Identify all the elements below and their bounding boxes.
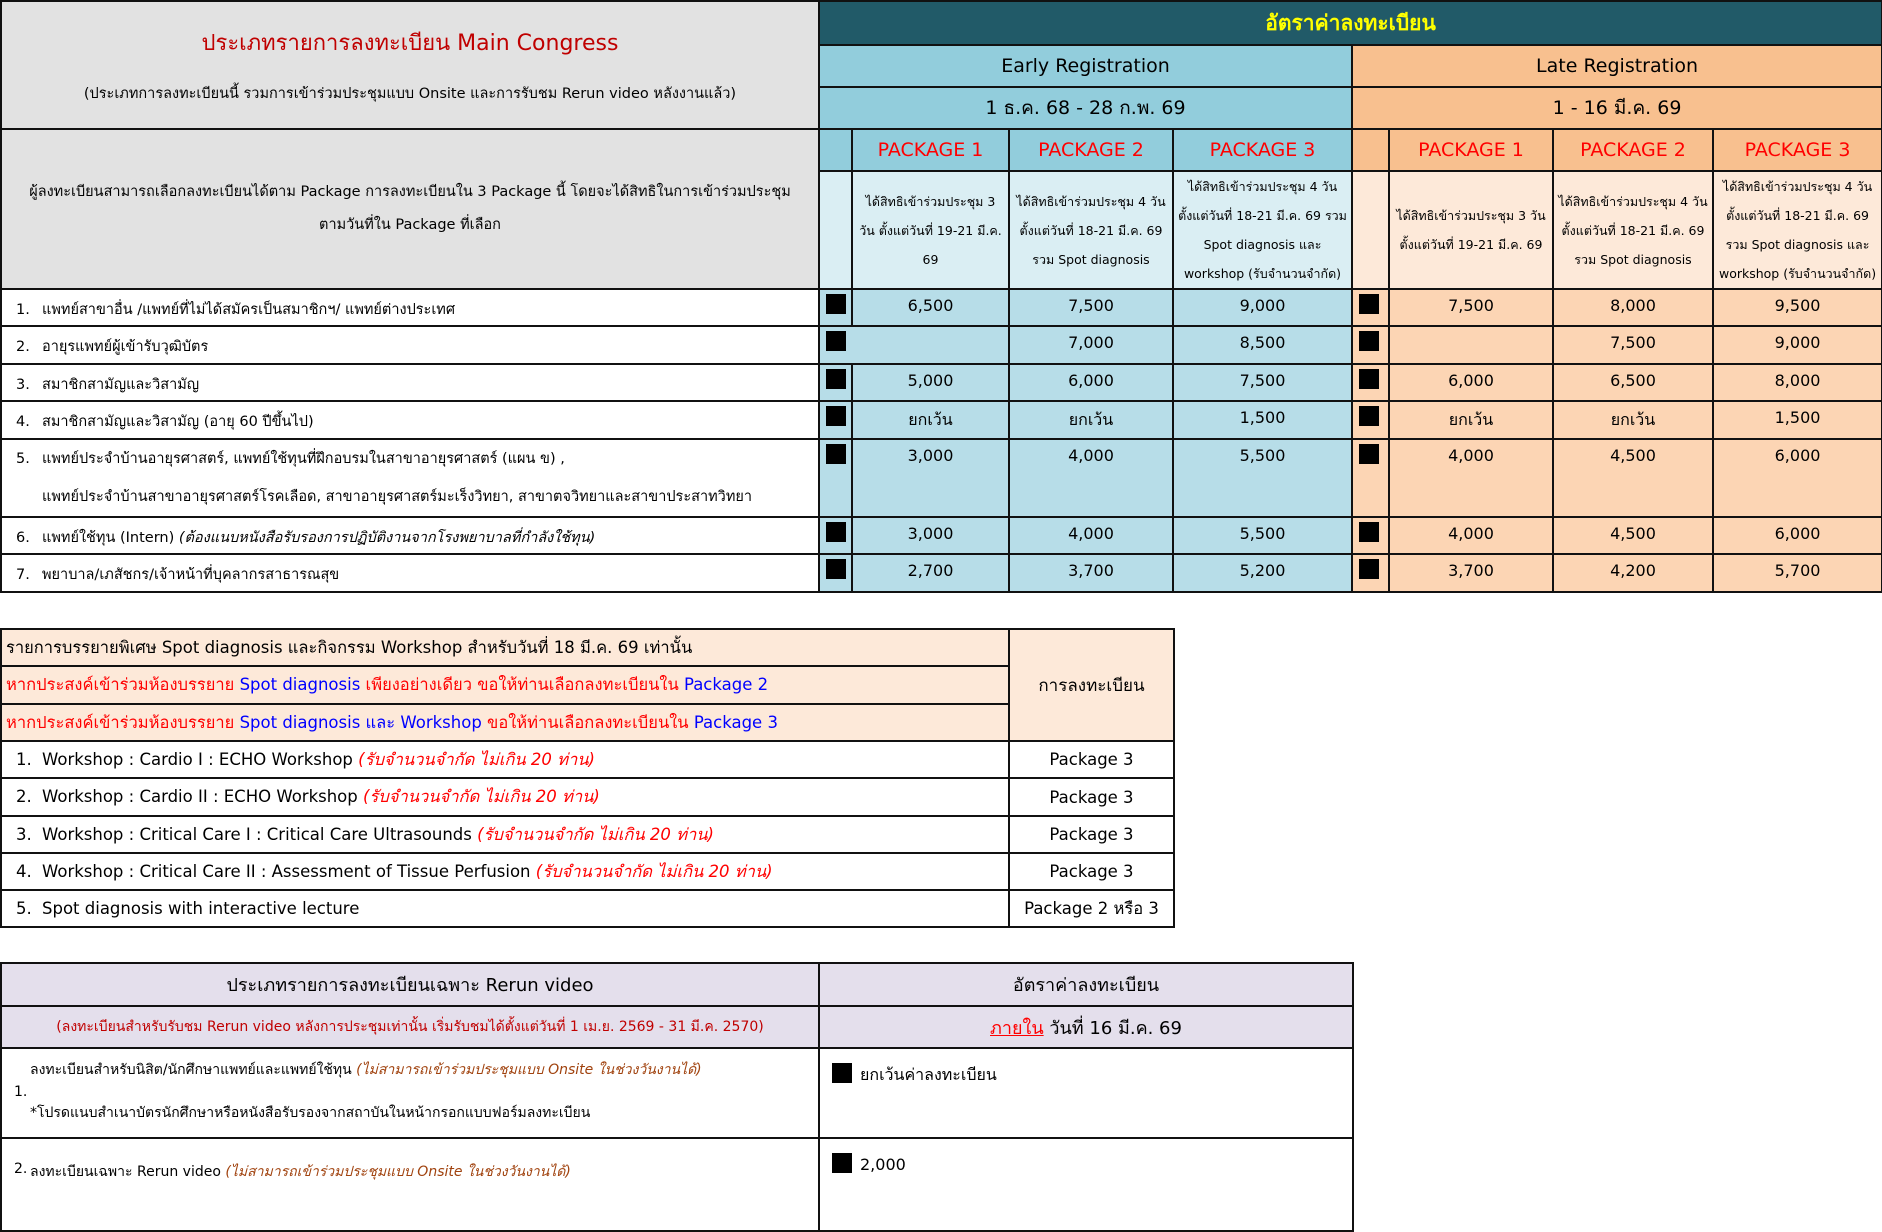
early-p3-price: 5,500 [1173, 439, 1352, 517]
checkbox-square-icon [826, 522, 846, 542]
late-package-2-desc: ได้สิทธิเข้าร่วมประชุม 4 วัน ตั้งแต่วันที่ 18-21 มี.ค. 69 รวม Spot diagnosis [1553, 171, 1713, 289]
early-p3-price: 1,500 [1173, 401, 1352, 439]
early-select-checkbox[interactable] [819, 364, 852, 401]
checkbox-square-icon [832, 1063, 852, 1083]
early-p1-price: 3,000 [852, 517, 1009, 554]
early-p3-price: 9,000 [1173, 289, 1352, 326]
rerun-video-table [0, 962, 1354, 1232]
rerun-rate-header: อัตราค่าลงทะเบียน [819, 963, 1353, 1006]
late-p2-price: 4,500 [1553, 517, 1713, 554]
early-checkbox-header [819, 129, 852, 171]
category-label: 1. แพทย์สาขาอื่น /แพทย์ที่ไม่ได้สมัครเป็นสมาชิกฯ/ แพทย์ต่างประเทศ [1, 289, 819, 326]
package-intro-line2: ตามวันที่ใน Package ที่เลือก [319, 217, 501, 233]
list-item [1, 890, 1174, 927]
main-congress-title: ประเภทรายการลงทะเบียน Main Congress [201, 31, 619, 56]
rerun-row-label: 1. ลงทะเบียนสำหรับนิสิต/นักศึกษาแพทย์และแพทย์ใช้ทุน (ไม่สามารถเข้าร่วมประชุมแบบ Onsite ในช่วงวันงานได้) *โปรดแนบสำเนาบัตรนักศึกษาหรือหนังสือรับรองจากสถาบันในหน้ากรอกแบบฟอร์มลงทะเบียน [1, 1048, 819, 1138]
late-package-1-desc: ได้สิทธิเข้าร่วมประชุม 3 วัน ตั้งแต่วันที่ 19-21 มี.ค. 69 [1389, 171, 1553, 289]
late-select-checkbox[interactable] [1352, 364, 1389, 401]
late-p3-price: 5,700 [1713, 554, 1882, 592]
late-registration-label: Late Registration [1352, 45, 1882, 87]
early-p2-price: 7,000 [1009, 326, 1173, 364]
late-p3-price: 9,000 [1713, 326, 1882, 364]
package-intro-line1: ผู้ลงทะเบียนสามารถเลือกลงทะเบียนได้ตาม Package การลงทะเบียนใน 3 Package นี้ โดยจะได้สิทธิในการเข้าร่วมประชุม [29, 184, 791, 200]
table-row [1, 326, 1882, 364]
rerun-row-label: 2. ลงทะเบียนเฉพาะ Rerun video (ไม่สามารถเข้าร่วมประชุมแบบ Onsite ในช่วงวันงานได้) [1, 1138, 819, 1231]
rerun-deadline: ภายใน วันที่ 16 มี.ค. 69 [819, 1006, 1353, 1048]
late-p2-price: 8,000 [1553, 289, 1713, 326]
main-congress-table [0, 0, 1882, 593]
late-p2-price: 7,500 [1553, 326, 1713, 364]
package-intro [1, 129, 819, 289]
early-registration-label: Early Registration [819, 45, 1352, 87]
late-p2-price: ยกเว้น [1553, 401, 1713, 439]
table-row [1, 1048, 1353, 1138]
early-p3-price: 8,500 [1173, 326, 1352, 364]
early-p2-price: 3,700 [1009, 554, 1173, 592]
spot-diagnosis-item-label: 5. Spot diagnosis with interactive lecture [1, 890, 1009, 927]
registration-column-label: การลงทะเบียน [1009, 629, 1174, 741]
early-p3-price: 5,500 [1173, 517, 1352, 554]
early-select-checkbox[interactable] [819, 439, 852, 517]
early-p1-price: 3,000 [852, 439, 1009, 517]
late-select-checkbox[interactable] [1352, 289, 1389, 326]
early-package-3-header: PACKAGE 3 [1173, 129, 1352, 171]
late-package-1-header: PACKAGE 1 [1389, 129, 1553, 171]
early-p2-price: 7,500 [1009, 289, 1173, 326]
list-item [1, 853, 1174, 890]
early-p1-price: 5,000 [852, 364, 1009, 401]
rerun-rate-option[interactable]: ยกเว้นค่าลงทะเบียน [819, 1048, 1353, 1138]
late-p2-price: 6,500 [1553, 364, 1713, 401]
late-p3-price: 6,000 [1713, 439, 1882, 517]
late-p1-price: 3,700 [1389, 554, 1553, 592]
late-select-checkbox[interactable] [1352, 554, 1389, 592]
main-congress-subtitle: (ประเภทการลงทะเบียนนี้ รวมการเข้าร่วมประชุมแบบ Onsite และการรับชม Rerun video หลังงานแล้ว) [83, 86, 737, 102]
late-p2-price: 4,500 [1553, 439, 1713, 517]
early-select-checkbox[interactable] [819, 326, 1009, 364]
checkbox-square-icon [1359, 406, 1379, 426]
late-p1-price: 6,000 [1389, 364, 1553, 401]
checkbox-square-icon [826, 369, 846, 389]
checkbox-square-icon [826, 444, 846, 464]
early-package-2-header: PACKAGE 2 [1009, 129, 1173, 171]
late-p1-price [1389, 326, 1553, 364]
early-p3-price: 5,200 [1173, 554, 1352, 592]
checkbox-square-icon [826, 294, 846, 314]
early-package-2-desc: ได้สิทธิเข้าร่วมประชุม 4 วัน ตั้งแต่วันที่ 18-21 มี.ค. 69 รวม Spot diagnosis [1009, 171, 1173, 289]
early-registration-dates: 1 ธ.ค. 68 - 28 ก.พ. 69 [819, 87, 1352, 129]
checkbox-square-icon [832, 1153, 852, 1173]
category-label: 5. แพทย์ประจำบ้านอายุรศาสตร์, แพทย์ใช้ทุนที่ฝึกอบรมในสาขาอายุรศาสตร์ (แผน ข) , แพทย์ประจำบ้านสาขาอายุรศาสตร์โรคเลือด, สาขาอายุรศาสตร์มะเร็งวิทยา, สาขาตจวิทยาและสาขาประสาทวิทยา [1, 439, 819, 517]
early-select-checkbox[interactable] [819, 554, 852, 592]
table-row [1, 1138, 1353, 1231]
late-p1-price: 7,500 [1389, 289, 1553, 326]
checkbox-square-icon [826, 331, 846, 351]
early-select-checkbox[interactable] [819, 517, 852, 554]
early-package-1-desc: ได้สิทธิเข้าร่วมประชุม 3 วัน ตั้งแต่วันที่ 19-21 มี.ค. 69 [852, 171, 1009, 289]
category-label: 7. พยาบาล/เภสัชกร/เจ้าหน้าที่บุคลากรสาธารณสุข [1, 554, 819, 592]
checkbox-square-icon [1359, 444, 1379, 464]
late-package-3-desc: ได้สิทธิเข้าร่วมประชุม 4 วัน ตั้งแต่วันที่ 18-21 มี.ค. 69 รวม Spot diagnosis และ workshop (รับจำนวนจำกัด) [1713, 171, 1882, 289]
late-p3-price: 6,000 [1713, 517, 1882, 554]
rate-header: อัตราค่าลงทะเบียน [819, 1, 1882, 45]
early-checkbox-desc [819, 171, 852, 289]
checkbox-square-icon [1359, 369, 1379, 389]
workshop-item-package: Package 3 [1009, 778, 1174, 816]
workshop-item-label: 3. Workshop : Critical Care I : Critical Care Ultrasounds (รับจำนวนจำกัด ไม่เกิน 20 ท่าน) [1, 816, 1009, 853]
late-p3-price: 1,500 [1713, 401, 1882, 439]
late-package-3-header: PACKAGE 3 [1713, 129, 1882, 171]
checkbox-square-icon [826, 406, 846, 426]
special-note-package-2: หากประสงค์เข้าร่วมห้องบรรยาย Spot diagnosis เพียงอย่างเดียว ขอให้ท่านเลือกลงทะเบียนใน Package 2 [1, 666, 1009, 704]
early-p2-price: 4,000 [1009, 439, 1173, 517]
table-row [1, 517, 1882, 554]
late-select-checkbox[interactable] [1352, 326, 1389, 364]
table-row [1, 364, 1882, 401]
early-select-checkbox[interactable] [819, 401, 852, 439]
late-p1-price: ยกเว้น [1389, 401, 1553, 439]
category-label: 6. แพทย์ใช้ทุน (Intern) (ต้องแนบหนังสือรับรองการปฏิบัติงานจากโรงพยาบาลที่กำลังใช้ทุน) [1, 517, 819, 554]
workshop-item-package: Package 3 [1009, 816, 1174, 853]
early-package-1-header: PACKAGE 1 [852, 129, 1009, 171]
late-package-2-header: PACKAGE 2 [1553, 129, 1713, 171]
category-label: 2. อายุรแพทย์ผู้เข้ารับวุฒิบัตร [1, 326, 819, 364]
list-item [1, 778, 1174, 816]
workshop-item-label: 4. Workshop : Critical Care II : Assessment of Tissue Perfusion (รับจำนวนจำกัด ไม่เกิน 20 ท่าน) [1, 853, 1009, 890]
table-row [1, 289, 1882, 326]
rerun-rate-option[interactable]: 2,000 [819, 1138, 1353, 1231]
early-p2-price: 4,000 [1009, 517, 1173, 554]
spot-diagnosis-item-package: Package 2 หรือ 3 [1009, 890, 1174, 927]
early-select-checkbox[interactable] [819, 289, 852, 326]
checkbox-square-icon [1359, 522, 1379, 542]
early-p1-price: ยกเว้น [852, 401, 1009, 439]
checkbox-square-icon [826, 559, 846, 579]
late-p2-price: 4,200 [1553, 554, 1713, 592]
table-row [1, 401, 1882, 439]
main-congress-title-cell [1, 1, 819, 129]
category-label: 3. สมาชิกสามัญและวิสามัญ [1, 364, 819, 401]
workshop-item-label: 2. Workshop : Cardio II : ECHO Workshop (รับจำนวนจำกัด ไม่เกิน 20 ท่าน) [1, 778, 1009, 816]
late-checkbox-desc [1352, 171, 1389, 289]
early-p2-price: ยกเว้น [1009, 401, 1173, 439]
late-registration-dates: 1 - 16 มี.ค. 69 [1352, 87, 1882, 129]
list-item [1, 816, 1174, 853]
early-p1-price: 2,700 [852, 554, 1009, 592]
special-note-package-3: หากประสงค์เข้าร่วมห้องบรรยาย Spot diagnosis และ Workshop ขอให้ท่านเลือกลงทะเบียนใน Package 3 [1, 704, 1009, 741]
late-p3-price: 9,500 [1713, 289, 1882, 326]
table-row [1, 554, 1882, 592]
late-select-checkbox[interactable] [1352, 439, 1389, 517]
early-package-3-desc: ได้สิทธิเข้าร่วมประชุม 4 วัน ตั้งแต่วันที่ 18-21 มี.ค. 69 รวม Spot diagnosis และ workshop (รับจำนวนจำกัด) [1173, 171, 1352, 289]
checkbox-square-icon [1359, 331, 1379, 351]
late-select-checkbox[interactable] [1352, 517, 1389, 554]
late-select-checkbox[interactable] [1352, 401, 1389, 439]
table-row [1, 439, 1882, 517]
early-p3-price: 7,500 [1173, 364, 1352, 401]
early-p1-price: 6,500 [852, 289, 1009, 326]
late-checkbox-header [1352, 129, 1389, 171]
late-p1-price: 4,000 [1389, 439, 1553, 517]
workshop-item-package: Package 3 [1009, 741, 1174, 778]
checkbox-square-icon [1359, 559, 1379, 579]
list-item [1, 741, 1174, 778]
special-header: รายการบรรยายพิเศษ Spot diagnosis และกิจกรรม Workshop สำหรับวันที่ 18 มี.ค. 69 เท่านั้น [1, 629, 1009, 666]
workshop-item-package: Package 3 [1009, 853, 1174, 890]
late-p3-price: 8,000 [1713, 364, 1882, 401]
rerun-title: ประเภทรายการลงทะเบียนเฉพาะ Rerun video [1, 963, 819, 1006]
late-p1-price: 4,000 [1389, 517, 1553, 554]
category-label: 4. สมาชิกสามัญและวิสามัญ (อายุ 60 ปีขึ้นไป) [1, 401, 819, 439]
early-p2-price: 6,000 [1009, 364, 1173, 401]
rerun-subtitle: (ลงทะเบียนสำหรับรับชม Rerun video หลังการประชุมเท่านั้น เริ่มรับชมได้ตั้งแต่วันที่ 1 เม.ย. 2569 - 31 มี.ค. 2570) [1, 1006, 819, 1048]
workshop-item-label: 1. Workshop : Cardio I : ECHO Workshop (รับจำนวนจำกัด ไม่เกิน 20 ท่าน) [1, 741, 1009, 778]
checkbox-square-icon [1359, 294, 1379, 314]
special-sessions-table [0, 628, 1175, 928]
